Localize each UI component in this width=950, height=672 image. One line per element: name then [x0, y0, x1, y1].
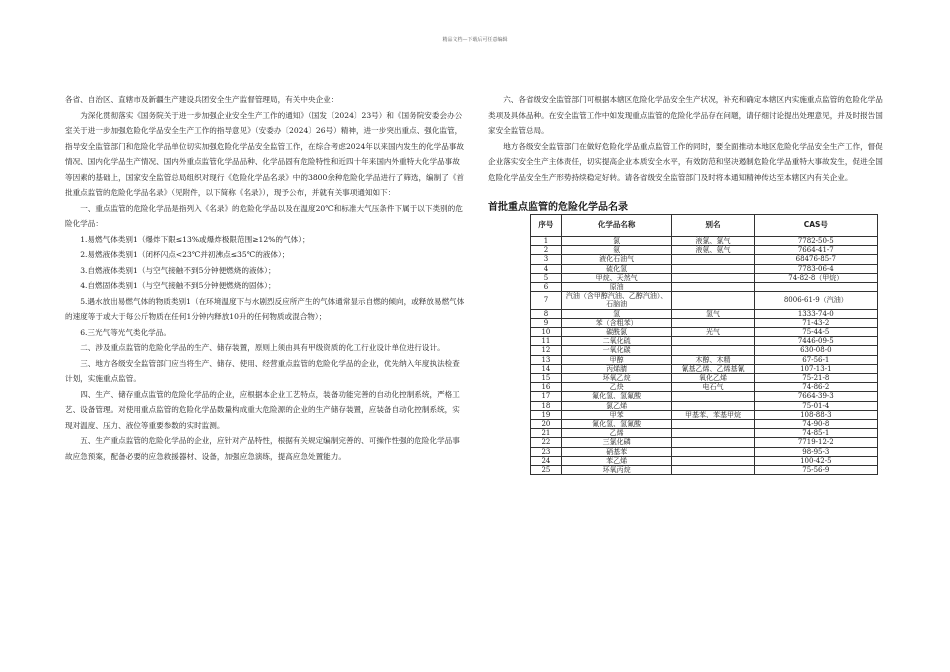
right-column-text	[488, 92, 888, 185]
cell-index: 19	[531, 410, 562, 419]
cell-chemical-name: 苯乙烯	[561, 456, 672, 465]
cell-cas: 8006-61-9（汽油）	[754, 292, 877, 309]
cell-alias	[672, 392, 754, 401]
cell-cas: 107-13-1	[754, 364, 877, 373]
cell-cas: 7719-12-2	[754, 438, 877, 447]
cell-index: 6	[531, 283, 562, 292]
table-row	[531, 328, 878, 337]
cell-alias	[672, 337, 754, 346]
table-title: 首批重点监管的危险化学品名录	[488, 202, 628, 213]
cell-index: 12	[531, 346, 562, 355]
cell-index: 13	[531, 355, 562, 364]
cell-chemical-name: 甲苯	[561, 410, 672, 419]
cell-index: 16	[531, 383, 562, 392]
cell-chemical-name: 二氧化硫	[561, 337, 672, 346]
table-row	[531, 410, 878, 419]
cell-index: 24	[531, 456, 562, 465]
table-row	[531, 456, 878, 465]
cell-chemical-name: 乙炔	[561, 383, 672, 392]
left-paragraph: 3.自燃液体类别1（与空气接触不到5分钟便燃烧的液体）；	[80, 265, 276, 275]
cell-index: 22	[531, 438, 562, 447]
cell-chemical-name: 汽油（含甲醇汽油、乙醇汽油）、石脑油	[561, 292, 672, 309]
cell-cas: 98-95-3	[754, 447, 877, 456]
cell-alias: 电石气	[672, 383, 754, 392]
cell-index: 15	[531, 374, 562, 383]
table-row	[531, 346, 878, 355]
cell-alias	[672, 438, 754, 447]
header-cas: CAS号	[754, 215, 877, 237]
cell-index: 8	[531, 309, 562, 318]
cell-index: 10	[531, 328, 562, 337]
left-paragraph: 三、地方各级安全监管部门应当将生产、储存、使用、经营重点监管的危险化学品的企业，优先纳入年度执法检查计划，实施重点监管。	[65, 358, 460, 383]
left-paragraph: 1.易燃气体类别1（爆炸下限≤13%或爆炸极限范围≥12%的气体）；	[80, 234, 310, 244]
cell-chemical-name: 氯乙烯	[561, 401, 672, 410]
cell-cas: 74-82-8（甲烷）	[754, 273, 877, 282]
table-row	[531, 309, 878, 318]
left-paragraph: 五、生产重点监管的危险化学品的企业，应针对产品特性，根据有关规定编制完善的、可操作性强的危险化学品事故应急预案，配备必要的应急救援器材、设备，加强应急演练，提高应急处置能力。	[65, 436, 460, 461]
cell-alias	[672, 264, 754, 273]
cell-alias: 光气	[672, 328, 754, 337]
cell-index: 14	[531, 364, 562, 373]
table-row	[531, 401, 878, 410]
left-paragraph: 2.易燃液体类别1（闭杯闪点<23℃并初沸点≤35℃的液体）；	[80, 250, 290, 259]
header-alias: 别名	[672, 215, 754, 237]
cell-alias: 液氯、氯气	[672, 237, 754, 246]
cell-alias: 甲基苯、苯基甲烷	[672, 410, 754, 419]
cell-alias	[672, 447, 754, 456]
table-row	[531, 273, 878, 282]
cell-cas: 67-56-1	[754, 355, 877, 364]
cell-chemical-name: 三氯化磷	[561, 438, 672, 447]
cell-alias	[672, 273, 754, 282]
table-row	[531, 355, 878, 364]
table-row	[531, 447, 878, 456]
left-paragraph: 各省、自治区、直辖市及新疆生产建设兵团安全生产监督管理局，有关中央企业：	[65, 95, 339, 104]
cell-index: 5	[531, 273, 562, 282]
table-row	[531, 392, 878, 401]
cell-chemical-name: 丙烯腈	[561, 364, 672, 373]
cell-chemical-name: 硝基苯	[561, 447, 672, 456]
cell-alias	[672, 318, 754, 327]
cell-index: 25	[531, 466, 562, 475]
cell-alias	[672, 401, 754, 410]
cell-index: 20	[531, 420, 562, 429]
table-row	[531, 466, 878, 475]
cell-cas: 7664-39-3	[754, 392, 877, 401]
cell-chemical-name: 氨	[561, 246, 672, 255]
cell-cas: 75-44-5	[754, 328, 877, 337]
header-chemical-name: 化学品名称	[561, 215, 672, 237]
cell-alias: 木醇、木精	[672, 355, 754, 364]
header-note: 精品文档—下载后可任意编辑	[442, 37, 508, 43]
left-column-text	[65, 92, 465, 464]
table-row	[531, 255, 878, 264]
right-paragraph: 地方各级安全监管部门在做好危险化学品重点监管工作的同时，要全面推动本地区危险化学品安全生产工作，督促企业落实安全生产主体责任，切实提高企业本质安全水平，有效防范和坚决遏制危险化学品重特大事故发生，促进全国危险化学品安全生产形势持续稳定好转。请各省级安全监管部门及时将本通知精神传达至本辖区内有关企业。	[488, 141, 883, 182]
table-row	[531, 337, 878, 346]
chemical-list-table	[530, 214, 878, 475]
cell-cas: 7782-50-5	[754, 237, 877, 246]
table-row	[531, 264, 878, 273]
cell-chemical-name: 乙烯	[561, 429, 672, 438]
cell-cas: 108-88-3	[754, 410, 877, 419]
table-header-row	[531, 215, 878, 237]
cell-chemical-name: 碳酰氯	[561, 328, 672, 337]
cell-cas: 630-08-0	[754, 346, 877, 355]
cell-alias	[672, 292, 754, 309]
left-paragraph: 为深化贯彻落实《国务院关于进一步加强企业安全生产工作的通知》（国发〔2024〕23号）和《国务院安委会办公室关于进一步加强危险化学品安全生产工作的指导意见》（安委办〔2024〕26号）精神，进一步突出重点、强化监管，指导安全监管部门和危险化学品单位切实加强危险化学品安全监管工作，在综合考虑2024年以来国内发生的化学品事故情况、国内化学品生产情况、国内外重点监管化学品品种、化学品固有危险特性和近四十年来国内外重特大化学品事故等因素的基础上，国家安全监管总局组织对现行《危险化学品名录》中的3800余种危险化学品进行了筛选，编制了《首批重点监管的危险化学品名录》（见附件，以下简称《名录》），现予公布，并就有关事项通知如下：	[65, 110, 465, 197]
cell-alias	[672, 456, 754, 465]
cell-chemical-name: 苯（含粗苯）	[561, 318, 672, 327]
cell-chemical-name: 液化石油气	[561, 255, 672, 264]
cell-alias	[672, 429, 754, 438]
cell-index: 2	[531, 246, 562, 255]
cell-chemical-name: 氰化氢、氢氰酸	[561, 420, 672, 429]
table-row	[531, 420, 878, 429]
cell-index: 9	[531, 318, 562, 327]
cell-alias: 氢气	[672, 309, 754, 318]
cell-cas: 74-85-1	[754, 429, 877, 438]
cell-cas: 75-56-9	[754, 466, 877, 475]
cell-index: 7	[531, 292, 562, 309]
table-row	[531, 292, 878, 309]
table-row	[531, 438, 878, 447]
cell-cas: 68476-85-7	[754, 255, 877, 264]
table-row	[531, 364, 878, 373]
left-paragraph: 6.三光气等光气类化学品。	[80, 327, 171, 337]
left-paragraph: 四、生产、储存重点监管的危险化学品的企业，应根据本企业工艺特点，装备功能完善的自动化控制系统，严格工艺、设备管理。对使用重点监管的危险化学品数量构成重大危险源的企业的生产储存装置，应装备自动化控制系统，实现对温度、压力、液位等重要参数的实时监测。	[65, 389, 460, 430]
cell-index: 3	[531, 255, 562, 264]
cell-alias	[672, 255, 754, 264]
cell-alias	[672, 466, 754, 475]
cell-chemical-name: 环氧丙烷	[561, 466, 672, 475]
cell-index: 1	[531, 237, 562, 246]
cell-alias	[672, 283, 754, 292]
cell-chemical-name: 氯	[561, 237, 672, 246]
cell-chemical-name: 氟化氢、氢氟酸	[561, 392, 672, 401]
cell-cas: 7664-41-7	[754, 246, 877, 255]
cell-alias	[672, 346, 754, 355]
cell-alias: 氧化乙烯	[672, 374, 754, 383]
table-row	[531, 374, 878, 383]
cell-cas: 75-21-8	[754, 374, 877, 383]
cell-chemical-name: 甲醇	[561, 355, 672, 364]
cell-chemical-name: 氢	[561, 309, 672, 318]
cell-index: 11	[531, 337, 562, 346]
table-row	[531, 429, 878, 438]
cell-cas: 71-43-2	[754, 318, 877, 327]
cell-chemical-name: 环氧乙烷	[561, 374, 672, 383]
cell-chemical-name: 一氧化碳	[561, 346, 672, 355]
cell-cas: 74-86-2	[754, 383, 877, 392]
cell-alias	[672, 420, 754, 429]
cell-chemical-name: 硫化氢	[561, 264, 672, 273]
cell-cas: 74-90-8	[754, 420, 877, 429]
cell-cas: 7783-06-4	[754, 264, 877, 273]
cell-chemical-name: 原油	[561, 283, 672, 292]
left-paragraph: 4.自燃固体类别1（与空气接触不到5分钟便燃烧的固体）；	[80, 281, 276, 290]
cell-cas	[754, 283, 877, 292]
cell-index: 17	[531, 392, 562, 401]
table-row	[531, 318, 878, 327]
cell-index: 18	[531, 401, 562, 410]
cell-index: 21	[531, 429, 562, 438]
table-row	[531, 383, 878, 392]
cell-alias: 液氨、氨气	[672, 246, 754, 255]
table-row	[531, 237, 878, 246]
cell-chemical-name: 甲烷、天然气	[561, 273, 672, 282]
cell-cas: 75-01-4	[754, 401, 877, 410]
right-paragraph: 六、各省级安全监管部门可根据本辖区危险化学品安全生产状况，补充和确定本辖区内实施重点监管的危险化学品类项及具体品种。在安全监管工作中如发现重点监管的危险化学品存在问题，请仔细讨论提出处理意见，并及时报告国家安全监管总局。	[488, 95, 883, 135]
cell-index: 4	[531, 264, 562, 273]
left-paragraph: 5.遇水放出易燃气体的物质类别1（在环境温度下与水剧烈反应所产生的气体通常显示自燃的倾向，或释放易燃气体的速度等于或大于每公斤物质在任何1分钟内释放10升的任何物质或混合物）；	[65, 296, 465, 321]
left-paragraph: 二、涉及重点监管的危险化学品的生产、储存装置，原则上须由具有甲级资质的化工行业设计单位进行设计。	[80, 343, 445, 352]
table-row	[531, 283, 878, 292]
cell-index: 23	[531, 447, 562, 456]
left-paragraph: 一、重点监管的危险化学品是指列入《名录》的危险化学品以及在温度20℃和标准大气压条件下属于以下类别的危险化学品：	[65, 203, 463, 228]
cell-cas: 1333-74-0	[754, 309, 877, 318]
cell-cas: 7446-09-5	[754, 337, 877, 346]
table-row	[531, 246, 878, 255]
header-index: 序号	[531, 215, 562, 237]
cell-alias: 氰基乙烯、乙烯基氰	[672, 364, 754, 373]
cell-cas: 100-42-5	[754, 456, 877, 465]
